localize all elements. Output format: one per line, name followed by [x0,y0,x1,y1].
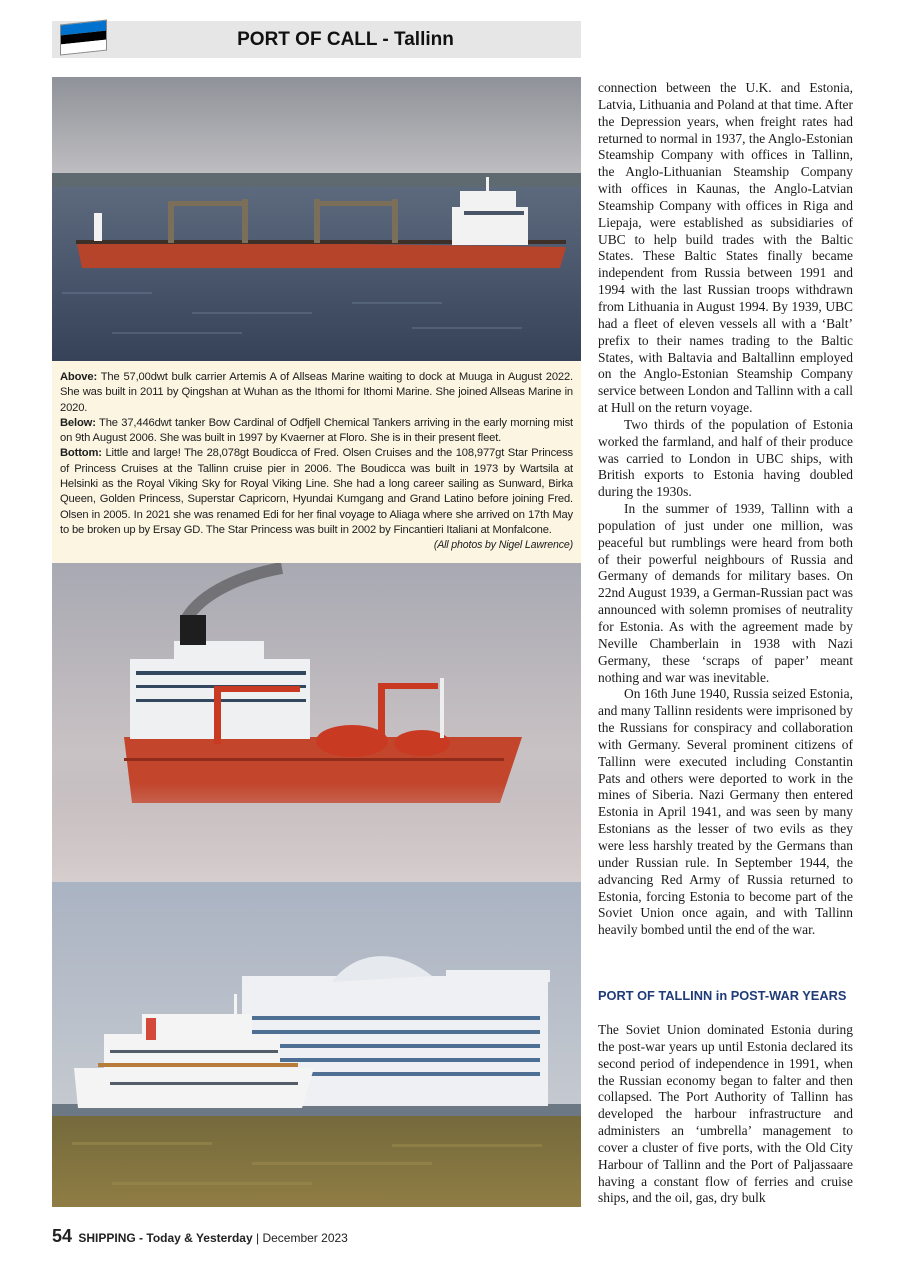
caption-below: Below: The 37,446dwt tanker Bow Cardinal of Odfjell Chemical Tankers arriving in the early morning mist on 9th August 2006. She was built in 1997 by Kvaerner at Floro. She is in their present fleet. [60,416,573,445]
article-column-upper [598,80,853,939]
footer-separator: | [252,1231,263,1245]
issue-date: December 2023 [262,1231,348,1245]
article-paragraph: Two thirds of the population of Estonia worked the farmland, and half of their produce was carried to London in UBC ships, with British exports to Estonia having doubled during the 1930s. [598,416,853,500]
caption-above: Above: The 57,00dwt bulk carrier Artemis A of Allseas Marine waiting to dock at Muuga in August 2022. She was built in 2011 by Qingshan at Wuhan as the Ithomi for Ithomi Marine. She joined Allseas Marine in 2020. [60,371,573,414]
magazine-name: SHIPPING - Today & Yesterday [78,1231,253,1245]
caption-bottom: Bottom: Little and large! The 28,078gt Boudicca of Fred. Olsen Cruises and the 108,977gt Star Princess of Princess Cruises at the Tallinn cruise pier in 2006. The Boudicca was built in 1973 by Wartsila at Helsinki as the Royal Viking Sky for Royal Viking Line. She had a long career sailing as Sunward, Birka Queen, Golden Princess, Superstar Capricorn, Hyundai Kumgang and Grand Latino before joining Fred. Olsen in 2005. In 2021 she was renamed Edi for her final voyage to Aliaga where she arrived on 17th May to be broken up by Ersay GD. The Star Princess was built in 2002 by Fincantieri Italiani at Monfalcone. [60,447,573,536]
article-paragraph: The Soviet Union dominated Estonia during the post-war years up until Estonia declared its second period of independence in 1991, when the Russian economy began to falter and then collapsed. The Port Authority of Tallinn has developed the harbour infrastructure and administers an ‘umbrella’ management to cover a cluster of five ports, with the Old City Harbour of Tallinn and the Port of Paljassaare having a constant flow of ferries and cruise ships, and the oil, gas, dry bulk [598,1022,853,1206]
page-footer [52,1226,348,1247]
page-title: PORT OF CALL - Tallinn [237,29,454,50]
article-column-lower [598,1022,853,1207]
photo-cruise-ships [52,882,581,1207]
article-paragraph: On 16th June 1940, Russia seized Estonia, and many Tallinn residents were imprisoned by the Russians for conspiracy and collaboration with Germany. Several prominent citizens of Tallinn were executed including Constantin Pats and others were deported to work in the mines of Siberia. Nazi Germany then entered Estonia in April 1941, and was seen by many Estonians as the lesser of two evils as they were less harshly treated by the Germans than under Russian rule. In September 1944, the advancing Red Army of Russia returned to Estonia, forcing Estonia to become part of the Soviet Union once again, and with Tallinn heavily bombed until the end of the war. [598,686,853,938]
section-heading: PORT OF TALLINN in POST-WAR YEARS [598,988,847,1003]
photo-tanker [52,563,581,882]
article-paragraph: In the summer of 1939, Tallinn with a population of just under one million, was peaceful but rumblings were heard from both of their powerful neighbours of Russia and Germany of demands for military bases. On 22nd August 1939, a German-Russian pact was announced with solemn promises of neutrality for Estonia. As with the agreement made by Neville Chamberlain in 1938 with Nazi Germany, these ‘scraps of paper’ meant nothing and war was inevitable. [598,501,853,685]
article-paragraph: connection between the U.K. and Estonia, Latvia, Lithuania and Poland at that time. After the Depression years, when freight rates had returned to normal in 1937, the Anglo-Estonian Steamship Company with offices in Tallinn, the Anglo-Lithuanian Steamship Company with offices in Kaunas, the Anglo-Latvian Steamship Company with offices in Riga and Liepaja, were established as subsidiaries of UBC to help build trades with the Baltic States. These Baltic States finally became independent from Russia between 1991 and 1994 with the last Russian troops withdrawn from Lithuania in August 1994. By 1939, UBC had a fleet of eleven vessels all with a ‘Balt’ prefix to their names trading to the Baltic States, with Baltavia and Baltallinn employed on the Anglo-Estonian Steamship Company service between London and Tallinn with a call at Hull on the return voyage. [598,80,853,416]
photo-bulk-carrier [52,77,581,361]
page-number: 54 [52,1226,73,1246]
photo-caption [52,361,581,563]
photo-credit: (All photos by Nigel Lawrence) [433,539,573,552]
estonia-flag-icon [60,20,107,56]
